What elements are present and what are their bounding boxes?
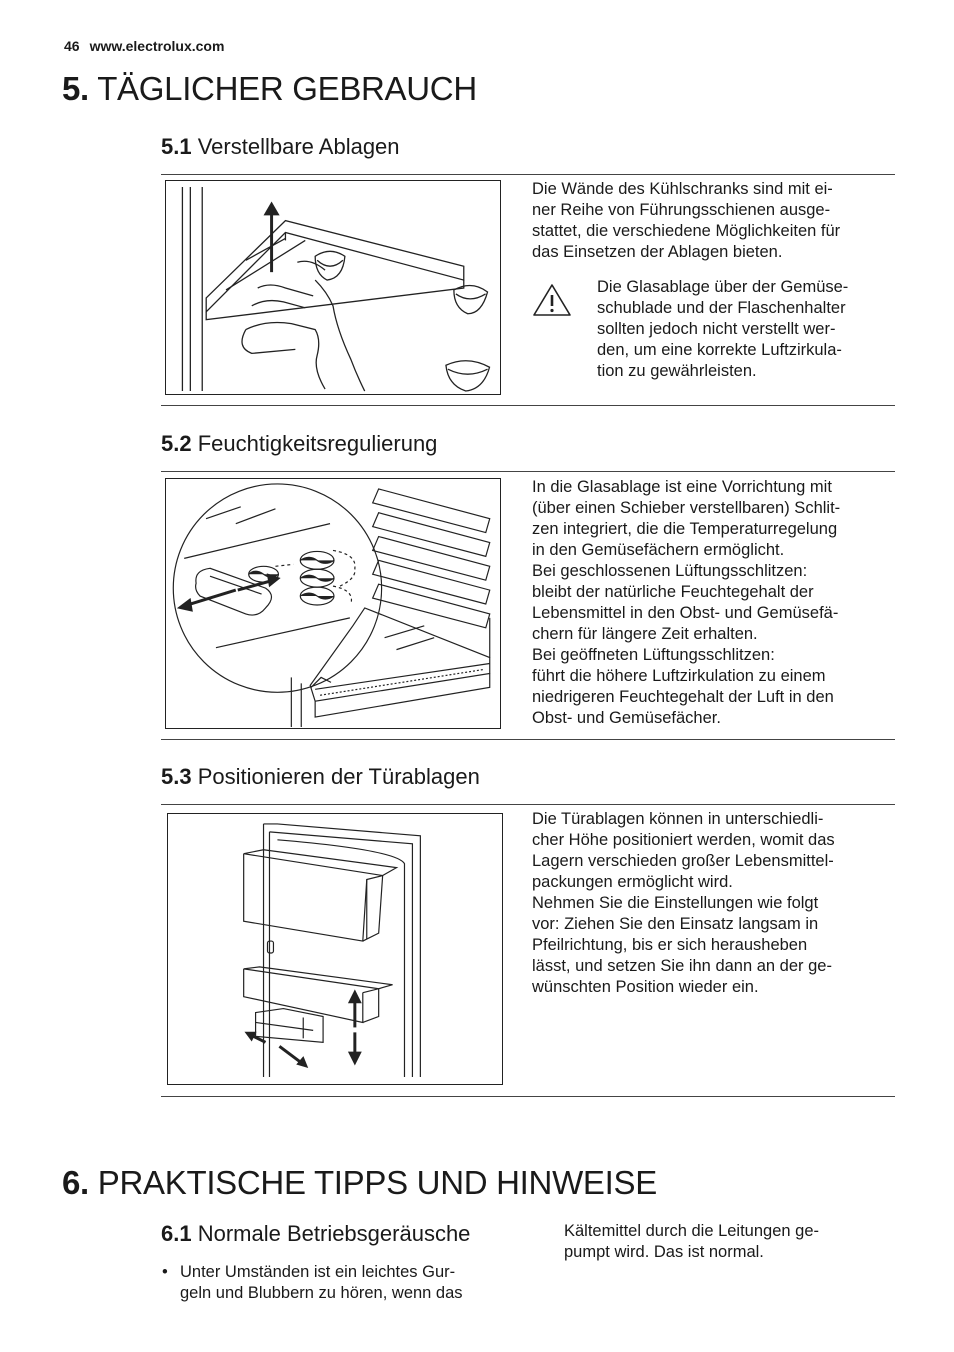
text-line: lässt, und setzen Sie ihn dann an der ge-	[532, 957, 832, 975]
section-6-1-continuation	[564, 1221, 894, 1263]
text-line: packungen ermöglicht wird.	[532, 873, 733, 891]
section-divider	[161, 471, 895, 472]
warning-triangle-icon	[532, 282, 572, 318]
chapter-number: 5.	[62, 70, 89, 107]
section-5-1-heading	[161, 134, 400, 160]
text-line: geln und Blubbern zu hören, wenn das	[180, 1284, 463, 1302]
text-line: Lebensmittel in den Obst- und Gemüsefä-	[532, 604, 839, 622]
text-line: stattet, die verschiedene Möglichkeiten für	[532, 222, 841, 240]
text-line: chern für längere Zeit erhalten.	[532, 625, 758, 643]
text-line: Unter Umständen ist ein leichtes Gur-	[180, 1263, 456, 1281]
section-5-2-heading	[161, 431, 437, 457]
text-line: niedrigeren Feuchtegehalt der Luft in den	[532, 688, 834, 706]
chapter-6-heading	[62, 1164, 657, 1202]
text-line: Nehmen Sie die Einstellungen wie folgt	[532, 894, 819, 912]
list-item	[160, 1262, 510, 1304]
section-divider	[161, 804, 895, 805]
text-line: Die Türablagen können in unterschiedli-	[532, 810, 824, 828]
section-5-1-text	[532, 179, 892, 263]
text-line: Die Glasablage über der Gemüse-	[597, 278, 849, 296]
section-5-3-heading	[161, 764, 480, 790]
section-title: Verstellbare Ablagen	[197, 134, 400, 159]
section-6-1-heading	[161, 1221, 470, 1247]
section-title: Normale Betriebsgeräusche	[197, 1221, 471, 1246]
text-line: führt die höhere Luftzirkulation zu einem	[532, 667, 826, 685]
text-line: Bei geschlossenen Lüftungsschlitzen:	[532, 562, 808, 580]
section-number: 5.1	[161, 134, 192, 159]
section-divider	[161, 174, 895, 175]
shelf-adjust-illustration	[165, 180, 501, 395]
text-line: wünschten Position wieder ein.	[532, 978, 759, 996]
text-line: cher Höhe positioniert werden, womit das	[532, 831, 835, 849]
humidity-control-illustration	[165, 478, 501, 729]
chapter-title: PRAKTISCHE TIPPS UND HINWEISE	[97, 1164, 657, 1201]
text-line: zen integriert, die die Temperaturregelung	[532, 520, 838, 538]
chapter-number: 6.	[62, 1164, 89, 1201]
text-line: Lagern verschieden großer Lebensmittel-	[532, 852, 834, 870]
text-line: Obst- und Gemüsefächer.	[532, 709, 721, 727]
section-divider	[161, 739, 895, 740]
text-line: Kältemittel durch die Leitungen ge-	[564, 1222, 819, 1240]
text-line: Bei geöffneten Lüftungsschlitzen:	[532, 646, 775, 664]
section-number: 5.3	[161, 764, 192, 789]
text-line: In die Glasablage ist eine Vorrichtung mit	[532, 478, 832, 496]
section-title: Feuchtigkeitsregulierung	[197, 431, 438, 456]
page-number: 46	[64, 38, 80, 54]
section-5-2-text	[532, 477, 892, 729]
section-5-3-text	[532, 809, 892, 998]
bullet-list	[160, 1262, 510, 1304]
text-line: vor: Ziehen Sie den Einsatz langsam in	[532, 915, 819, 933]
section-divider	[161, 1096, 895, 1097]
text-line: ner Reihe von Führungsschienen ausge-	[532, 201, 831, 219]
section-number: 6.1	[161, 1221, 192, 1246]
website-link[interactable]: www.electrolux.com	[89, 38, 225, 54]
chapter-5-heading	[62, 70, 477, 108]
text-line: schublade und der Flaschenhalter	[597, 299, 846, 317]
text-line: bleibt der natürliche Feuchtegehalt der	[532, 583, 814, 601]
text-line: pumpt wird. Das ist normal.	[564, 1243, 764, 1261]
text-line: tion zu gewährleisten.	[597, 362, 757, 380]
text-line: in den Gemüsefächern ermöglicht.	[532, 541, 785, 559]
door-shelf-illustration	[167, 813, 503, 1085]
text-line: Die Wände des Kühlschranks sind mit ei-	[532, 180, 833, 198]
text-line: Pfeilrichtung, bis er sich herausheben	[532, 936, 808, 954]
section-title: Positionieren der Türablagen	[197, 764, 480, 789]
warning-text	[597, 277, 892, 382]
chapter-title: TÄGLICHER GEBRAUCH	[97, 70, 477, 107]
text-line: (über einen Schieber verstellbaren) Schlit-	[532, 499, 841, 517]
page-header	[64, 38, 224, 54]
section-divider	[161, 405, 895, 406]
text-line: das Einsetzen der Ablagen bieten.	[532, 243, 783, 261]
section-number: 5.2	[161, 431, 192, 456]
text-line: sollten jedoch nicht verstellt wer-	[597, 320, 836, 338]
text-line: den, um eine korrekte Luftzirkula-	[597, 341, 842, 359]
